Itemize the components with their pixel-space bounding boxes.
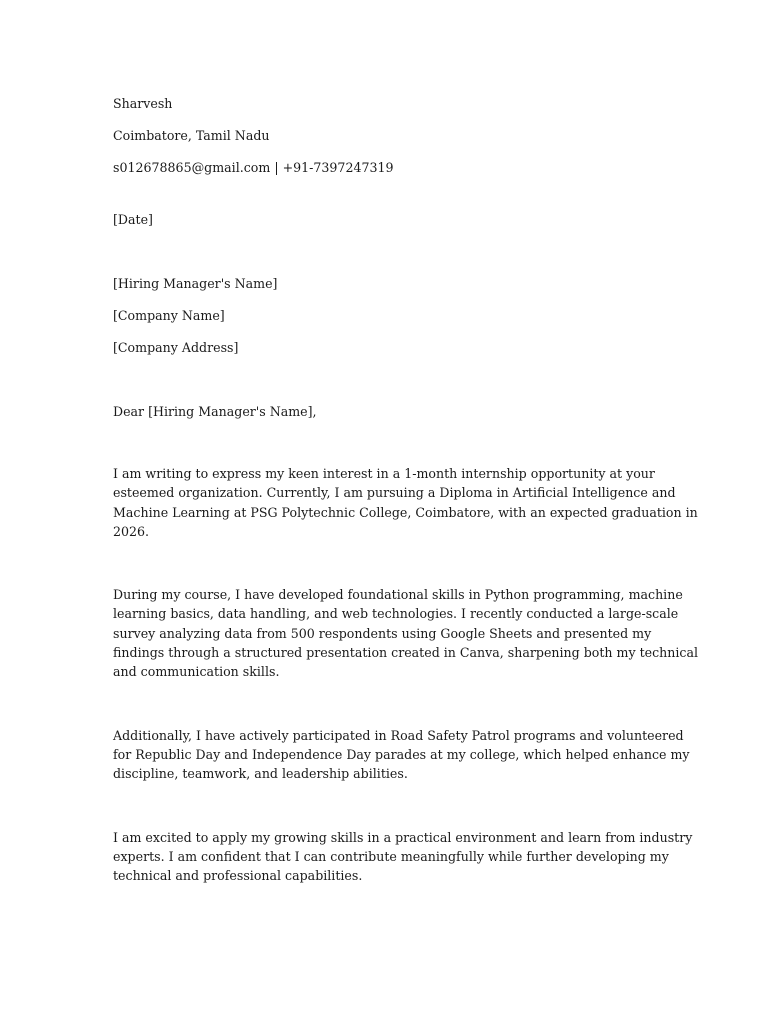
paragraph-line: discipline, teamwork, and leadership abilities.	[113, 766, 408, 782]
paragraph-line: esteemed organization. Currently, I am pursuing a Diploma in Artificial Intelligence and	[113, 485, 676, 501]
letter-date: [Date]	[113, 211, 153, 227]
sender-location: Coimbatore, Tamil Nadu	[113, 128, 270, 143]
paragraph-1	[113, 464, 698, 541]
paragraph-line: 2026.	[113, 523, 150, 539]
paragraph-line: experts. I am confident that I can contribute meaningfully while further developing my	[113, 848, 669, 864]
paragraph-2	[113, 585, 699, 681]
recipient-block	[113, 274, 653, 358]
sender-name: Sharvesh	[113, 96, 173, 111]
paragraph-line: learning basics, data handling, and web technologies. I recently conducted a large-scale	[113, 606, 679, 622]
paragraph-line: findings through a structured presentation created in Canva, sharpening both my technical	[113, 645, 699, 661]
recipient-address: [Company Address]	[113, 339, 239, 355]
paragraph-line: Machine Learning at PSG Polytechnic College, Coimbatore, with an expected graduation in	[113, 504, 698, 520]
paragraph-line: technical and professional capabilities.	[113, 868, 363, 884]
paragraph-line: Additionally, I have actively participated in Road Safety Patrol programs and volunteered	[113, 727, 684, 743]
paragraph-line: During my course, I have developed foundational skills in Python programming, machine	[113, 587, 683, 603]
paragraph-line: I am writing to express my keen interest in a 1-month internship opportunity at your	[113, 466, 655, 481]
paragraph-line: I am excited to apply my growing skills in a practical environment and learn from industry	[113, 829, 693, 845]
salutation: Dear [Hiring Manager's Name],	[113, 403, 317, 419]
paragraph-line: and communication skills.	[113, 664, 280, 680]
sender-contact: s012678865@gmail.com | +91-7397247319	[113, 160, 394, 175]
paragraph-line: survey analyzing data from 500 respondents using Google Sheets and presented my	[113, 625, 652, 641]
cover-letter-page	[113, 94, 699, 885]
paragraph-4	[113, 828, 693, 886]
paragraph-line: for Republic Day and Independence Day parades at my college, which helped enhance my	[113, 746, 690, 762]
recipient-company: [Company Name]	[113, 307, 225, 323]
recipient-manager: [Hiring Manager's Name]	[113, 275, 278, 291]
sender-block	[113, 94, 653, 178]
paragraph-3	[113, 726, 690, 784]
